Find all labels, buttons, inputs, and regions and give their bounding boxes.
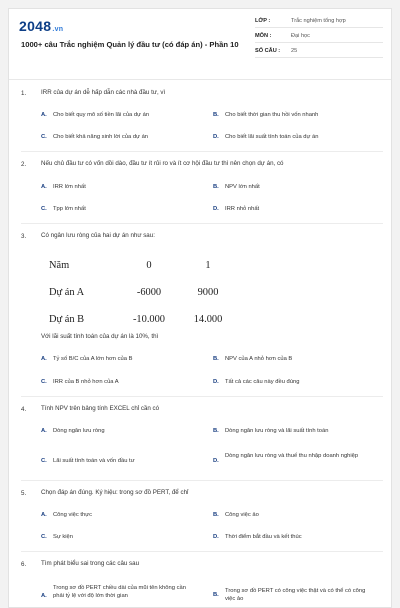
option-text: Cho biết khả năng sinh lời của dự án bbox=[53, 134, 149, 140]
option-letter: D. bbox=[213, 534, 219, 540]
option-text: IRR của B nhỏ hơn của A bbox=[53, 379, 119, 385]
option-letter: A. bbox=[41, 112, 47, 118]
document-title: 1000+ câu Trắc nghiệm Quản lý đầu tư (có đáp án) - Phần 10 bbox=[21, 40, 239, 49]
header-divider bbox=[9, 79, 392, 80]
question-number: 6. bbox=[21, 561, 27, 568]
question-number: 3. bbox=[21, 233, 27, 240]
meta-row-subject bbox=[255, 31, 383, 43]
option-letter: A. bbox=[41, 512, 47, 518]
option-letter: B. bbox=[213, 512, 219, 518]
option-letter: A. bbox=[41, 184, 47, 190]
document-header bbox=[9, 9, 392, 79]
option-text: IRR lớn nhất bbox=[53, 184, 86, 190]
option-text: IRR nhỏ nhất bbox=[225, 206, 260, 212]
question-divider bbox=[21, 396, 383, 397]
table-cell: 0 bbox=[146, 260, 152, 271]
cash-flow-table bbox=[49, 252, 235, 333]
question-divider bbox=[21, 480, 383, 481]
table-row bbox=[49, 279, 235, 306]
option-letter: A. bbox=[41, 356, 47, 362]
option-letter: C. bbox=[41, 206, 47, 212]
question-divider bbox=[21, 223, 383, 224]
option-text: Trong sơ đồ PERT chiều dài của mũi tên không cần phải tỷ lệ với độ lớn thời gian bbox=[53, 585, 186, 599]
question-number: 2. bbox=[21, 161, 27, 168]
table-cell: Dự án B bbox=[49, 314, 85, 325]
option-letter: D. bbox=[213, 379, 219, 385]
table-cell: 1 bbox=[205, 260, 211, 271]
option-text: Dòng ngân lưu ròng bbox=[53, 428, 105, 434]
site-logo[interactable] bbox=[19, 18, 63, 34]
option-letter: B. bbox=[213, 184, 219, 190]
option-text: Cho biết thời gian thu hồi vốn nhanh bbox=[225, 112, 319, 118]
meta-value: 25 bbox=[291, 48, 298, 54]
table-cell: 14.000 bbox=[193, 314, 223, 325]
option-letter: C. bbox=[41, 379, 47, 385]
option-text: Công việc ảo bbox=[225, 512, 259, 518]
option-letter: D. bbox=[213, 134, 219, 140]
table-cell: -6000 bbox=[136, 287, 162, 298]
question-text: Tìm phát biểu sai trong các câu sau bbox=[41, 560, 140, 567]
option-letter: C. bbox=[41, 534, 47, 540]
table-row bbox=[49, 252, 235, 279]
option-letter: D. bbox=[213, 206, 219, 212]
question-text: Có ngân lưu ròng của hai dự án như sau: bbox=[41, 232, 155, 239]
table-cell: Dự án A bbox=[49, 287, 85, 298]
question-number: 4. bbox=[21, 406, 27, 413]
option-text: Cho biết quy mô số tiền lãi của dự án bbox=[53, 112, 150, 118]
option-text: Sự kiện bbox=[53, 534, 73, 540]
question-text: Chọn đáp án đúng. Ký hiệu: trong sơ đồ PERT, để chỉ bbox=[41, 489, 189, 496]
option-text: Dòng ngân lưu ròng và lãi suất tính toán bbox=[225, 428, 329, 434]
meta-key: LỚP : bbox=[255, 18, 271, 24]
option-text: Công việc thực bbox=[53, 512, 93, 518]
option-letter: A. bbox=[41, 593, 47, 599]
option-text: Lãi suất tính toán và vốn đầu tư bbox=[53, 458, 135, 464]
question-number: 1. bbox=[21, 90, 27, 97]
option-letter: B. bbox=[213, 356, 219, 362]
document-page bbox=[8, 8, 392, 608]
meta-value: Trắc nghiệm tổng hợp bbox=[291, 18, 346, 24]
meta-key: SỐ CÂU : bbox=[255, 48, 281, 54]
question-number: 5. bbox=[21, 490, 27, 497]
question-subtext: Với lãi suất tính toán của dự án là 10%, thì bbox=[41, 333, 159, 340]
table-row bbox=[49, 306, 235, 333]
option-letter: D. bbox=[213, 458, 219, 464]
option-letter: B. bbox=[213, 428, 219, 434]
option-text: Cho biết lãi suất tính toán của dự án bbox=[225, 134, 319, 140]
question-text: Tính NPV trên bảng tính EXCEL chỉ cần có bbox=[41, 405, 160, 412]
meta-row-class bbox=[255, 16, 383, 28]
meta-value: Đại học bbox=[291, 33, 310, 39]
option-letter: C. bbox=[41, 458, 47, 464]
table-cell: Năm bbox=[49, 260, 70, 271]
option-letter: B. bbox=[213, 592, 219, 598]
question-text: Nếu chủ đầu tư có vốn dồi dào, đầu tư ít rủi ro và ít cơ hội đầu tư thì nên chọn dự án, có bbox=[41, 160, 284, 167]
logo-text: 2048 bbox=[19, 18, 52, 34]
question-text: IRR của dự án dễ hấp dẫn các nhà đầu tư, vì bbox=[41, 89, 166, 96]
option-text: Tỷ số B/C của A lớn hơn của B bbox=[53, 356, 133, 362]
question-divider bbox=[21, 551, 383, 552]
logo-tld: .vn bbox=[52, 26, 64, 33]
option-text: Dòng ngân lưu ròng và thuế thu nhập doanh nghiệp bbox=[225, 453, 359, 459]
option-text: NPV lớn nhất bbox=[225, 184, 260, 190]
question-divider bbox=[21, 151, 383, 152]
meta-key: MÔN : bbox=[255, 33, 272, 39]
table-cell: 9000 bbox=[197, 287, 219, 298]
option-letter: C. bbox=[41, 134, 47, 140]
meta-row-count bbox=[255, 46, 383, 58]
option-text: NPV của A nhỏ hơn của B bbox=[225, 356, 293, 362]
option-letter: B. bbox=[213, 112, 219, 118]
table-cell: -10.000 bbox=[132, 314, 166, 325]
option-text: Thời điểm bắt đầu và kết thúc bbox=[225, 534, 302, 540]
option-text: Tất cả các câu này đều đúng bbox=[225, 379, 300, 385]
option-text: Trong sơ đồ PERT có công việc thật và có thể có công việc ảo bbox=[225, 588, 366, 602]
option-letter: A. bbox=[41, 428, 47, 434]
option-text: Tpp lớn nhất bbox=[53, 206, 86, 212]
